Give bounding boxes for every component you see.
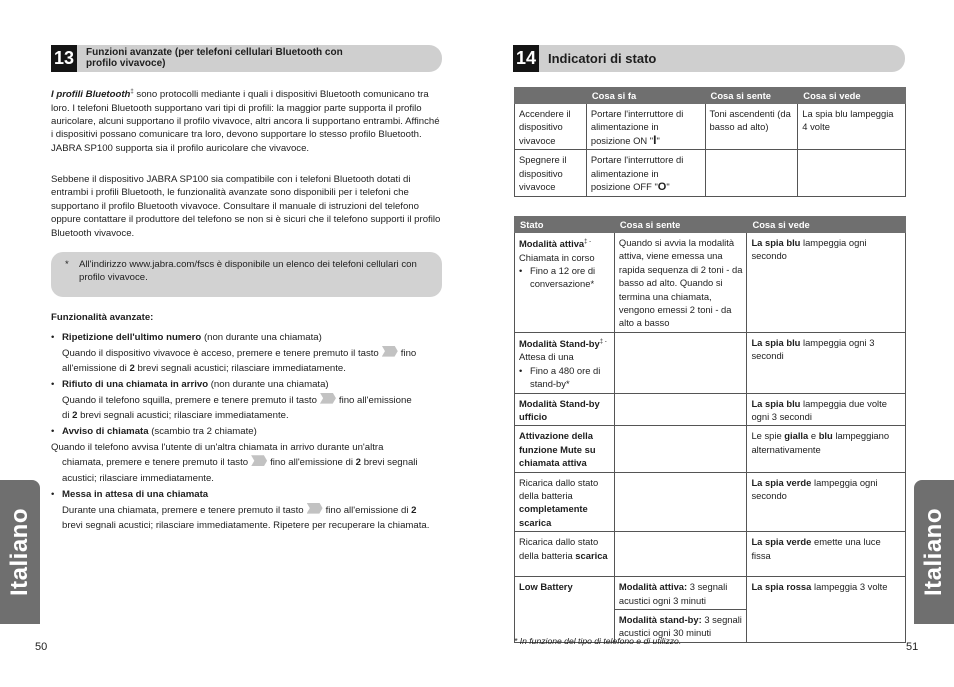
table-row: Accendere il dispositivo vivavoce Portare l'interruttore di alimentazione in posizione ON "I" Toni ascendenti (da basso ad alto) La spia blu lampeggia 4 volte: [515, 104, 906, 150]
language-tab-left: [0, 480, 40, 624]
status-table-header: Cosa si sente: [614, 217, 747, 233]
multifunction-key-icon: [307, 503, 323, 514]
power-table-header: Cosa si vede: [798, 88, 906, 104]
feature-redial: • Ripetizione dell'ultimo numero (non durante una chiamata) Quando il dispositivo vivavoce è acceso, premere e tenere premuto il tasto fino all'emissione di 2 brevi segnali acustici; rilasciare immediatamente.: [51, 332, 417, 375]
multifunction-key-icon: [382, 346, 398, 357]
table-row: Modalità stand-by: 3 segnali acustici ogni 30 minuti: [515, 610, 906, 643]
status-table: [514, 216, 906, 643]
website-link[interactable]: www.jabra.com/fscs: [129, 259, 215, 270]
status-table-header: Cosa si vede: [747, 217, 906, 233]
table-row: Spegnere il dispositivo vivavoce Portare l'interruttore di alimentazione in posizione OFF "O": [515, 150, 906, 197]
power-on-symbol: I: [653, 132, 657, 147]
section-title: Indicatori di stato: [548, 51, 657, 66]
table-row: Modalità Stand-by‡ - Attesa di una • Fino a 480 ore di stand-by* La spia blu lampeggia ogni 3 secondi: [515, 332, 906, 393]
status-table-header: Stato: [515, 217, 615, 233]
multifunction-key-icon: [251, 455, 267, 466]
power-table-header: Cosa si sente: [705, 88, 798, 104]
multifunction-key-icon: [320, 393, 336, 404]
section-number: 14: [513, 45, 539, 72]
page-number-right: 51: [906, 641, 919, 653]
section-title: Funzioni avanzate (per telefoni cellulari Bluetooth con profilo vivavoce): [86, 47, 343, 69]
table-row: Ricarica dallo stato della batteria completamente scarica La spia verde lampeggia ogni secondo: [515, 472, 906, 532]
table-row: Modalità attiva‡ - Chiamata in corso • Fino a 12 ore di conversazione* Quando si avvia la modalità attiva, viene emessa una rapida sequenza di 2 toni - da basso ad alto. Quando si termina una chiamata, vengono emessi 2 toni - da alto a basso La spia blu lampeggia ogni secondo: [515, 233, 906, 333]
feature-call-waiting: • Avviso di chiamata (scambio tra 2 chiamate) Quando il telefono avvisa l'utente di un'altra chiamata in arrivo durante un'altra chiamata, premere e tenere premuto il tasto fino all'emissione di 2 brevi segnali acustici; rilasciare immediatamente.: [51, 426, 418, 484]
footnote: * In funzione del tipo di telefono e di utilizzo.: [514, 636, 682, 646]
language-tab-right: [914, 480, 954, 624]
compatibility-paragraph: Sebbene il dispositivo JABRA SP100 sia compatibile con i telefoni Bluetooth dotati di entrambi i profili Bluetooth, le funzionalità avanzate sono disponibili per i telefoni che supportano il profilo Bluetooth vivavoce. Consultare il manuale di istruzioni del telefono oppure contattare il produttore del telefono se non si è sicuri che il telefono supporti il profilo Bluetooth vivavoce.: [51, 174, 441, 239]
intro-paragraph: I profili Bluetooth‡ sono protocolli mediante i quali i dispositivi Bluetooth comunicano tra loro. I telefoni Bluetooth supportano vari tipi di profili: la maggior parte supporta il profilo auricolare, alcuni supportano il profilo vivavoce, altri ancora li supportano entrambi. Affinché i dispositivi possano comunicare tra loro, devono supportare lo stesso profilo Bluetooth. JABRA SP100 supporta sia il profilo auricolare che vivavoce.: [51, 89, 440, 154]
power-table-header: Cosa si fa: [586, 88, 705, 104]
section-14-header: [513, 45, 905, 72]
section-13-header: [51, 45, 442, 72]
table-row: Attivazione della funzione Mute su chiamata attiva Le spie gialla e blu lampeggiano alternativamente: [515, 426, 906, 472]
language-tab-label: Italiano: [6, 507, 33, 597]
table-row: Ricarica dallo stato della batteria scarica La spia verde emette una luce fissa: [515, 532, 906, 577]
table-row: Modalità Stand-by ufficio La spia blu lampeggia due volte ogni 3 secondi: [515, 393, 906, 426]
page-number-left: 50: [35, 641, 48, 653]
note-box: * All'indirizzo www.jabra.com/fscs è disponibile un elenco dei telefoni cellulari con profilo vivavoce.: [51, 252, 442, 297]
section-number: 13: [51, 45, 77, 72]
feature-reject-call: • Rifiuto di una chiamata in arrivo (non durante una chiamata) Quando il telefono squilla, premere e tenere premuto il tasto fino all'emissione di 2 brevi segnali acustici; rilasciare immediatamente.: [51, 379, 412, 422]
language-tab-label: Italiano: [920, 507, 947, 597]
power-off-symbol: O: [657, 181, 667, 194]
power-table-header: [515, 88, 587, 104]
table-row: Low Battery Modalità attiva: 3 segnali acustici ogni 3 minuti La spia rossa lampeggia 3 volte: [515, 577, 906, 610]
power-table: [514, 87, 906, 197]
feature-call-hold: • Messa in attesa di una chiamata Durante una chiamata, premere e tenere premuto il tasto fino all'emissione di 2 brevi segnali acustici; rilasciare immediatamente. Ripetere per recuperare la chiamata.: [51, 489, 430, 532]
features-title: Funzionalità avanzate:: [51, 312, 154, 323]
